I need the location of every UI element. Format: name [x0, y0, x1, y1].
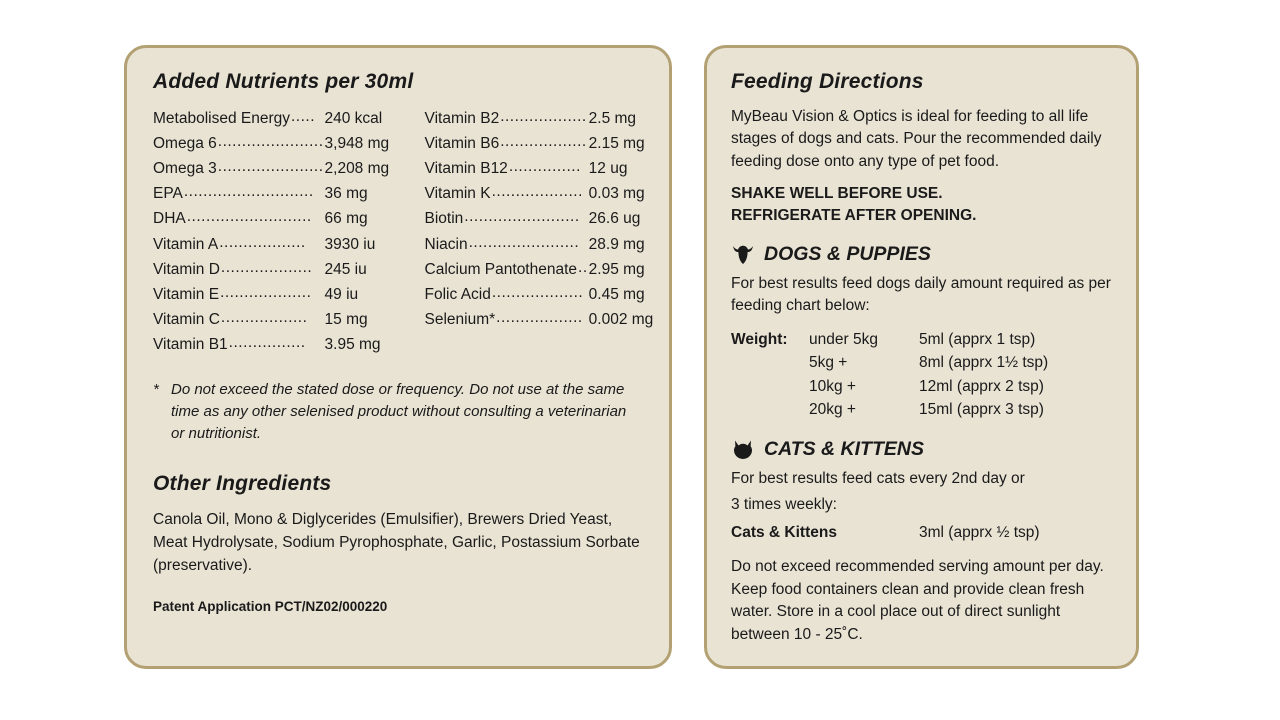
shake-well-warning: SHAKE WELL BEFORE USE. — [731, 185, 943, 203]
nutrient-name: Selenium* — [424, 310, 496, 328]
nutrient-name: Vitamin D — [153, 260, 220, 278]
nutrient-dots: ..... — [291, 108, 316, 125]
nutrient-dots: ................... — [220, 258, 313, 276]
feeding-directions-heading: Feeding Directions — [731, 70, 924, 93]
dose-value: 15ml (apprx 3 tsp) — [919, 401, 1044, 419]
nutrient-row — [425, 156, 661, 181]
nutrient-row — [153, 206, 399, 231]
selenium-footnote — [153, 379, 643, 446]
dogs-section-title: DOGS & PUPPIES — [764, 242, 931, 265]
cats-intro-line-1: For best results feed cats every 2nd day or — [731, 469, 1025, 487]
weight-label-spacer — [731, 398, 809, 422]
nutrient-name: Folic Acid — [424, 285, 491, 303]
nutrient-dots: ........................ — [464, 208, 580, 226]
added-nutrients-panel — [124, 45, 672, 669]
nutrient-dots: .................. — [220, 308, 308, 326]
nutrient-dots: .................. — [496, 308, 583, 326]
nutrient-value: 0.002 mg — [588, 310, 654, 328]
nutrient-row — [153, 181, 399, 206]
nutrient-row — [153, 307, 399, 332]
closing-instructions: Do not exceed recommended serving amount per day. Keep food containers clean and provide clean fresh water. Store in a cool place out of direct sunlight between 10 - 25˚C. — [731, 558, 1104, 643]
nutrient-dots: ........................... — [183, 183, 314, 201]
weight-value: 20kg + — [809, 401, 856, 419]
nutrient-value: 26.6 ug — [588, 210, 641, 228]
table-row — [731, 398, 1114, 422]
nutrient-name: Vitamin E — [153, 285, 220, 303]
nutrient-value: 2.5 mg — [588, 110, 637, 127]
nutrient-row — [153, 232, 399, 257]
nutrient-row — [425, 282, 661, 307]
table-row — [731, 351, 1114, 375]
footnote-text: Do not exceed the stated dose or frequency. Do not use at the same time as any other selenised product without consulting a veterinarian or nutritionist. — [171, 381, 627, 443]
nutrient-name: Omega 3 — [153, 160, 217, 178]
nutrient-value: 28.9 mg — [588, 235, 645, 253]
nutrient-value: 2.95 mg — [588, 260, 645, 278]
dogs-section-header — [731, 243, 1114, 266]
other-ingredients-heading: Other Ingredients — [153, 471, 332, 495]
nutrient-value: 49 iu — [324, 285, 359, 303]
weight-value: under 5kg — [809, 330, 878, 348]
dose-value: 5ml (apprx 1 tsp) — [919, 330, 1036, 348]
nutrient-value: 3,948 mg — [324, 135, 390, 153]
nutrient-row — [153, 106, 399, 131]
nutrient-name: Niacin — [424, 235, 468, 253]
nutrient-value: 2,208 mg — [324, 160, 390, 178]
weight-label-spacer — [731, 375, 809, 399]
nutrient-name: EPA — [153, 185, 183, 203]
nutrient-row — [153, 257, 399, 282]
cats-intro-line-2: 3 times weekly: — [731, 496, 837, 514]
nutrient-row — [425, 232, 661, 257]
table-row — [731, 328, 1114, 352]
nutrients-column-right — [425, 106, 661, 357]
nutrient-name: Calcium Pantothenate — [424, 260, 578, 278]
nutrient-dots: ................ — [228, 333, 306, 351]
dogs-intro-text: For best results feed dogs daily amount required as per feeding chart below: — [731, 274, 1111, 315]
nutrient-row — [425, 181, 661, 206]
nutrient-value: 15 mg — [324, 310, 368, 328]
nutrient-row — [153, 131, 399, 156]
cats-row-label: Cats & Kittens — [731, 523, 837, 541]
feeding-directions-panel — [704, 45, 1139, 669]
table-row — [731, 375, 1114, 399]
nutrient-value: 36 mg — [324, 185, 368, 203]
added-nutrients-heading: Added Nutrients per 30ml — [153, 70, 414, 93]
cats-section-title: CATS & KITTENS — [764, 437, 924, 460]
nutrient-row — [425, 131, 661, 156]
nutrient-row — [425, 106, 661, 131]
weight-value: 5kg + — [809, 354, 848, 372]
nutrients-table — [153, 106, 654, 357]
nutrient-value: 0.03 mg — [588, 185, 645, 203]
cats-section-header — [731, 438, 1114, 461]
dose-value: 12ml (apprx 2 tsp) — [919, 377, 1044, 395]
nutrient-dots: .................. — [219, 233, 306, 251]
nutrient-name: DHA — [153, 210, 186, 228]
nutrient-dots: ................... — [491, 183, 583, 201]
nutrient-value: 0.45 mg — [588, 285, 645, 303]
nutrients-column-left — [153, 106, 399, 357]
nutrient-dots: .................. — [500, 133, 587, 151]
nutrient-name: Vitamin B1 — [153, 335, 228, 353]
other-ingredients-text: Canola Oil, Mono & Diglycerides (Emulsifier), Brewers Dried Yeast, Meat Hydrolysate, Sodium Pyrophosphate, Garlic, Postassium Sorbate (preservative). — [153, 510, 640, 575]
weight-label-spacer — [731, 351, 809, 375]
nutrient-name: Vitamin C — [153, 310, 220, 328]
nutrient-dots: .................. — [500, 108, 587, 125]
nutrient-dots: ....................... — [468, 233, 580, 251]
nutrient-dots: ............... — [508, 158, 581, 176]
refrigerate-warning: REFRIGERATE AFTER OPENING. — [731, 207, 977, 225]
weight-label: Weight: — [731, 330, 788, 348]
patent-application-text: Patent Application PCT/NZ02/000220 — [153, 599, 388, 615]
feeding-intro-text: MyBeau Vision & Optics is ideal for feeding to all life stages of dogs and cats. Pour the recommended daily feeding dose onto any type of pet food. — [731, 108, 1102, 170]
dose-value: 8ml (apprx 1½ tsp) — [919, 354, 1049, 372]
nutrient-value: 3.95 mg — [324, 335, 381, 353]
nutrient-dots: ...................... — [217, 133, 324, 151]
nutrient-row — [153, 282, 399, 307]
nutrient-name: Metabolised Energy — [153, 110, 290, 127]
nutrient-dots: ...................... — [217, 158, 324, 176]
nutrient-value: 3930 iu — [324, 235, 376, 253]
nutrient-row — [153, 332, 399, 357]
nutrient-row — [425, 206, 661, 231]
nutrient-row — [425, 307, 661, 332]
nutrient-dots: .. — [578, 258, 588, 276]
cats-row-dose: 3ml (apprx ½ tsp) — [919, 523, 1040, 541]
dog-icon — [731, 244, 755, 265]
cats-feeding-row — [731, 521, 1114, 544]
nutrient-name: Vitamin B12 — [424, 160, 508, 178]
nutrient-value: 240 kcal — [324, 110, 383, 127]
footnote-marker: * — [153, 381, 159, 399]
nutrient-row — [425, 257, 661, 282]
nutrient-name: Vitamin B6 — [424, 135, 500, 153]
nutrient-name: Vitamin A — [153, 235, 219, 253]
nutrient-name: Vitamin K — [424, 185, 491, 203]
nutrient-value: 66 mg — [324, 210, 368, 228]
nutrient-dots: .......................... — [186, 208, 312, 226]
weight-value: 10kg + — [809, 377, 856, 395]
cat-icon — [731, 439, 755, 460]
dogs-feeding-chart — [731, 328, 1114, 422]
nutrient-value: 12 ug — [588, 160, 628, 178]
nutrient-value: 2.15 mg — [588, 135, 645, 153]
nutrient-row — [153, 156, 399, 181]
nutrient-name: Vitamin B2 — [424, 110, 500, 127]
nutrient-name: Biotin — [424, 210, 464, 228]
nutrient-value: 245 iu — [324, 260, 367, 278]
nutrient-dots: ................... — [220, 283, 312, 301]
nutrient-dots: ................... — [491, 283, 584, 301]
nutrient-name: Omega 6 — [153, 135, 217, 153]
